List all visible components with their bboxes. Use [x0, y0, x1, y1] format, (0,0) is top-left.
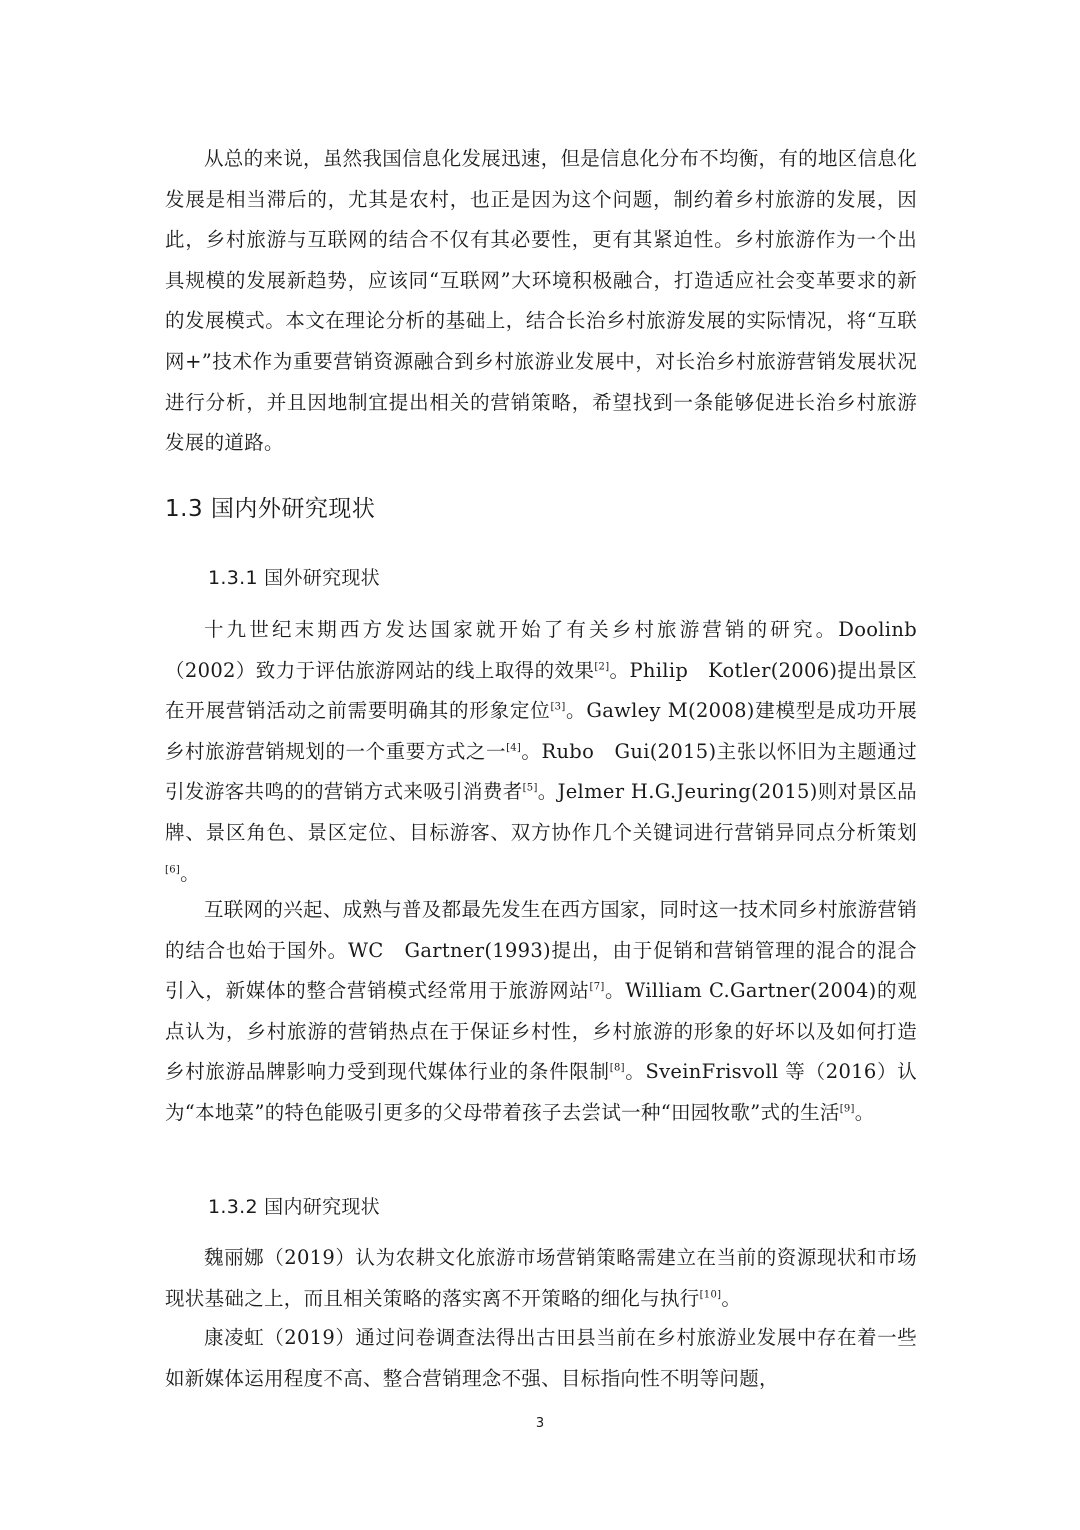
- page-number: 3: [535, 1416, 545, 1431]
- citation-ref: [4]: [506, 742, 522, 754]
- subsection-heading-1-3-1: [208, 563, 380, 590]
- citation-ref: [5]: [522, 782, 538, 794]
- text-run: 十九世纪末期西方发达国家就开始了有关乡村旅游营销的研究。Doolinb（2002）致力于评估旅游网站的线上取得的效果: [165, 618, 917, 682]
- citation-ref: [3]: [550, 701, 566, 713]
- citation-ref: [7]: [589, 981, 605, 993]
- text-run: 。: [180, 861, 200, 885]
- citation-ref: [9]: [839, 1103, 855, 1115]
- subsection-heading-1-3-2-text: 1.3.2 国内研究现状: [208, 1196, 380, 1218]
- domestic-research-paragraph-2: 康凌虹（2019）通过问卷调查法得出古田县当前在乡村旅游业发展中存在着一些如新媒体运用程度不高、整合营销理念不强、目标指向性不明等问题，: [165, 1326, 917, 1390]
- citation-ref: [2]: [594, 661, 610, 673]
- foreign-research-paragraph-1: [165, 610, 917, 894]
- subsection-heading-1-3-2: [208, 1192, 380, 1219]
- intro-paragraph: 从总的来说，虽然我国信息化发展迅速，但是信息化分布不均衡，有的地区信息化发展是相当滞后的，尤其是农村，也正是因为这个问题，制约着乡村旅游的发展，因此，乡村旅游与互联网的结合不仅有其必要性，更有其紧迫性。乡村旅游作为一个出具规模的发展新趋势，应该同“互联网”大环境积极融合，打造适应社会变革要求的新的发展模式。本文在理论分析的基础上，结合长治乡村旅游发展的实际情况，将“互联网+”技术作为重要营销资源融合到乡村旅游业发展中，对长治乡村旅游营销发展状况进行分析，并且因地制宜提出相关的营销策略，希望找到一条能够促进长治乡村旅游发展的道路。: [165, 147, 917, 455]
- text-run: 。: [854, 1100, 875, 1124]
- text-run: 。: [721, 1286, 742, 1310]
- text-run: 。William C.Gartner(2004)的观点认为，乡村旅游的营销热点在于保证乡村性，乡村旅游的形象的好坏以及如何打造乡村旅游品牌影响力受到现代媒体行业的条件限制: [165, 979, 917, 1084]
- text-run: 魏丽娜（2019）认为农耕文化旅游市场营销策略需建立在当前的资源现状和市场现状基础之上，而且相关策略的落实离不开策略的细化与执行: [165, 1246, 917, 1310]
- subsection-heading-1-3-1-text: 1.3.1 国外研究现状: [208, 567, 380, 589]
- text-run: 。Philip Kotler(2006)提出景区在开展营销活动之前需要明确其的形象定位: [165, 658, 917, 723]
- text-run: 互联网的兴起、成熟与普及都最先发生在西方国家，同时这一技术同乡村旅游营销的结合也始于国外。WC Gartner(1993)提出，由于促销和营销管理的混合的混合引入，新媒体的整合营销模式经常用于旅游网站: [165, 898, 917, 1003]
- text-run: 。SveinFrisvoll 等（2016）认为“本地菜”的特色能吸引更多的父母带着孩子去尝试一种“田园牧歌”式的生活: [165, 1060, 917, 1124]
- citation-ref: [6]: [165, 864, 181, 876]
- section-heading-1-3: 1.3 国内外研究现状: [165, 496, 376, 522]
- citation-ref: [8]: [609, 1062, 625, 1074]
- text-run: 。Rubo Gui(2015)主张以怀旧为主题通过引发游客共鸣的的营销方式来吸引消费者: [165, 739, 917, 804]
- citation-ref: [10]: [699, 1289, 722, 1301]
- text-run: 。Jelmer H.G.Jeuring(2015)则对景区品牌、景区角色、景区定位、目标游客、双方协作几个关键词进行营销异同点分析策划: [165, 780, 917, 844]
- foreign-research-paragraph-2: [165, 890, 917, 1134]
- text-run: 。Gawley M(2008)建模型是成功开展乡村旅游营销规划的一个重要方式之一: [165, 699, 918, 763]
- domestic-research-paragraph-1: [165, 1238, 917, 1319]
